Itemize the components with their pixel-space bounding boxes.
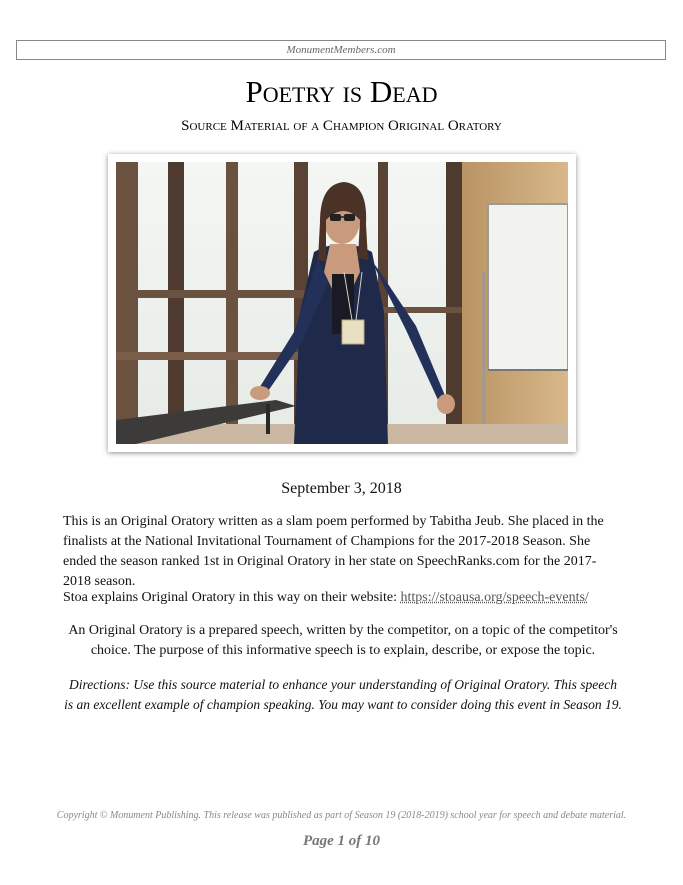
copyright-notice: Copyright © Monument Publishing. This release was published as part of Season 19 (2018-2019) school year for speech and debate material. (56, 810, 627, 821)
speaker-photo-image (116, 162, 568, 444)
document-title: Poetry is Dead (245, 74, 438, 109)
page-number: Page 1 of 10 (302, 833, 381, 849)
stoa-text: Stoa explains Original Oratory in this way on their website: (63, 590, 401, 605)
stoa-link[interactable]: https://stoausa.org/speech-events/ (400, 590, 589, 605)
definition-quote: An Original Oratory is a prepared speech, written by the competitor, on a topic of the competitor's choice. The purpose of this informative speech is to explain, describe, or expose the topic. (68, 623, 618, 658)
site-name: MonumentMembers.com (286, 44, 396, 56)
intro-paragraph: This is an Original Oratory written as a slam poem performed by Tabitha Jeub. She placed in the finalists at the National Invitational Tournament of Champions for the 2017-2018 Season. She ended the season ranked 1st in Original Oratory in her state on SpeechRanks.com for the 2017-2018 season. (63, 514, 604, 589)
site-header (16, 40, 666, 60)
publication-date: September 3, 2018 (281, 480, 402, 497)
document-subtitle: Source Material of a Champion Original Oratory (181, 118, 502, 134)
stoa-paragraph (63, 588, 623, 608)
directions-text: Directions: Use this source material to enhance your understanding of Original Oratory. This speech is an excellent example of champion speaking. You may want to consider doing this event in Season 19. (64, 677, 622, 712)
speaker-photo (108, 154, 576, 452)
